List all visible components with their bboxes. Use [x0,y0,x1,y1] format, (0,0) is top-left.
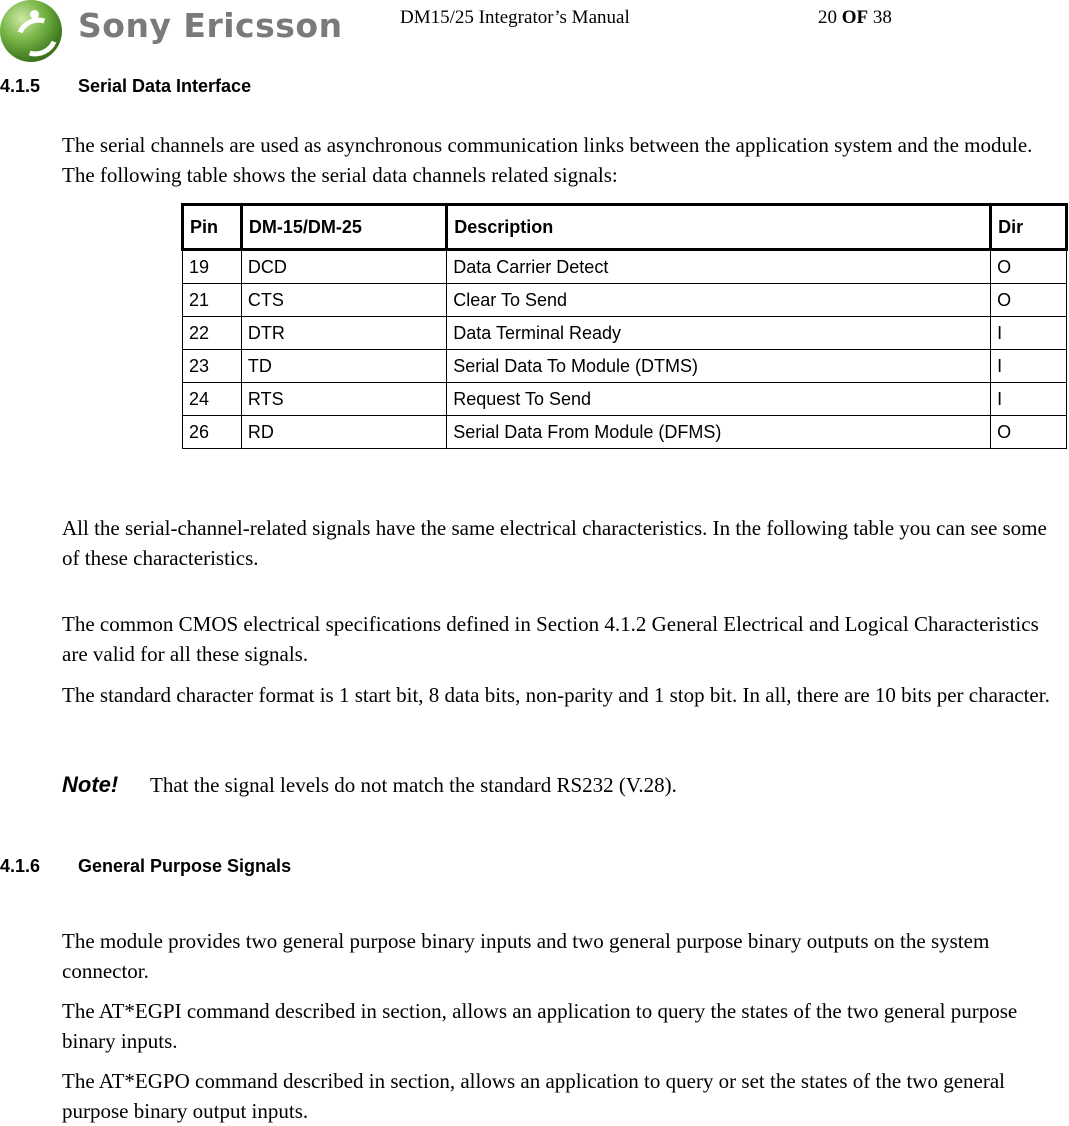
table-row [183,350,1067,383]
note [62,772,677,798]
electrical-paragraph: All the serial-channel-related signals have the same electrical characteristics. In the following table you can see some of these characteristics. [62,516,1047,570]
cell-dir: I [991,317,1067,350]
sony-ericsson-globe-icon [0,0,62,62]
section-heading-4-1-6 [0,856,291,877]
cell-description: Serial Data To Module (DTMS) [447,350,991,383]
cell-pin: 21 [183,284,242,317]
section-heading-4-1-5 [0,76,251,97]
cell-signal: CTS [241,284,446,317]
section-title: General Purpose Signals [78,856,292,876]
cell-pin: 19 [183,250,242,284]
cell-dir: O [991,284,1067,317]
section-number: 4.1.6 [0,856,41,876]
cmos-paragraph: The common CMOS electrical specifications defined in Section 4.1.2 General Electrical and Logical Characteristics are valid for all these signals. [62,612,1039,666]
cell-signal: TD [241,350,446,383]
page-total: 38 [872,7,892,28]
gpio-paragraph-1: The module provides two general purpose binary inputs and two general purpose binary outputs on the system connector. [62,929,990,983]
table-row [183,383,1067,416]
note-text: That the signal levels do not match the standard RS232 (V.28). [150,773,677,797]
cell-description: Data Carrier Detect [447,250,991,284]
gpio-paragraph-2: The AT*EGPI command described in section, allows an application to query the states of the two general purpose binary inputs. [62,999,1018,1053]
section-number: 4.1.5 [0,76,41,96]
cell-signal: RTS [241,383,446,416]
table-row [183,317,1067,350]
cell-pin: 24 [183,383,242,416]
cell-signal: DCD [241,250,446,284]
cell-dir: I [991,350,1067,383]
col-header-module: DM-15/DM-25 [241,205,446,250]
cell-pin: 22 [183,317,242,350]
table-row [183,250,1067,284]
cell-pin: 26 [183,416,242,449]
col-header-pin: Pin [183,205,242,250]
cell-pin: 23 [183,350,242,383]
cell-description: Serial Data From Module (DFMS) [447,416,991,449]
page-indicator [818,7,892,29]
serial-signals-table [181,203,1068,449]
sony-ericsson-logo [0,0,343,66]
table-header-row [183,205,1067,250]
table-row [183,284,1067,317]
gpio-paragraph-3: The AT*EGPO command described in section, allows an application to query or set the states of the two general purpose binary output inputs. [62,1069,1006,1123]
character-format-paragraph: The standard character format is 1 start bit, 8 data bits, non-parity and 1 stop bit. In all, there are 10 bits per character. [62,683,1050,707]
cell-description: Clear To Send [447,284,991,317]
cell-description: Request To Send [447,383,991,416]
cell-dir: O [991,416,1067,449]
cell-signal: DTR [241,317,446,350]
page-number: 20 [818,7,837,28]
cell-dir: O [991,250,1067,284]
logo-text: Sony Ericsson [78,6,343,45]
page-of: OF [841,7,869,28]
section-title: Serial Data Interface [78,76,252,96]
intro-paragraph: The serial channels are used as asynchronous communication links between the application system and the module. The following table shows the serial data channels related signals: [62,133,1033,187]
document-title: DM15/25 Integrator’s Manual [400,7,630,28]
cell-description: Data Terminal Ready [447,317,991,350]
cell-signal: RD [241,416,446,449]
note-label: Note! [62,772,119,797]
col-header-description: Description [447,205,991,250]
cell-dir: I [991,383,1067,416]
col-header-dir: Dir [991,205,1067,250]
table-row [183,416,1067,449]
